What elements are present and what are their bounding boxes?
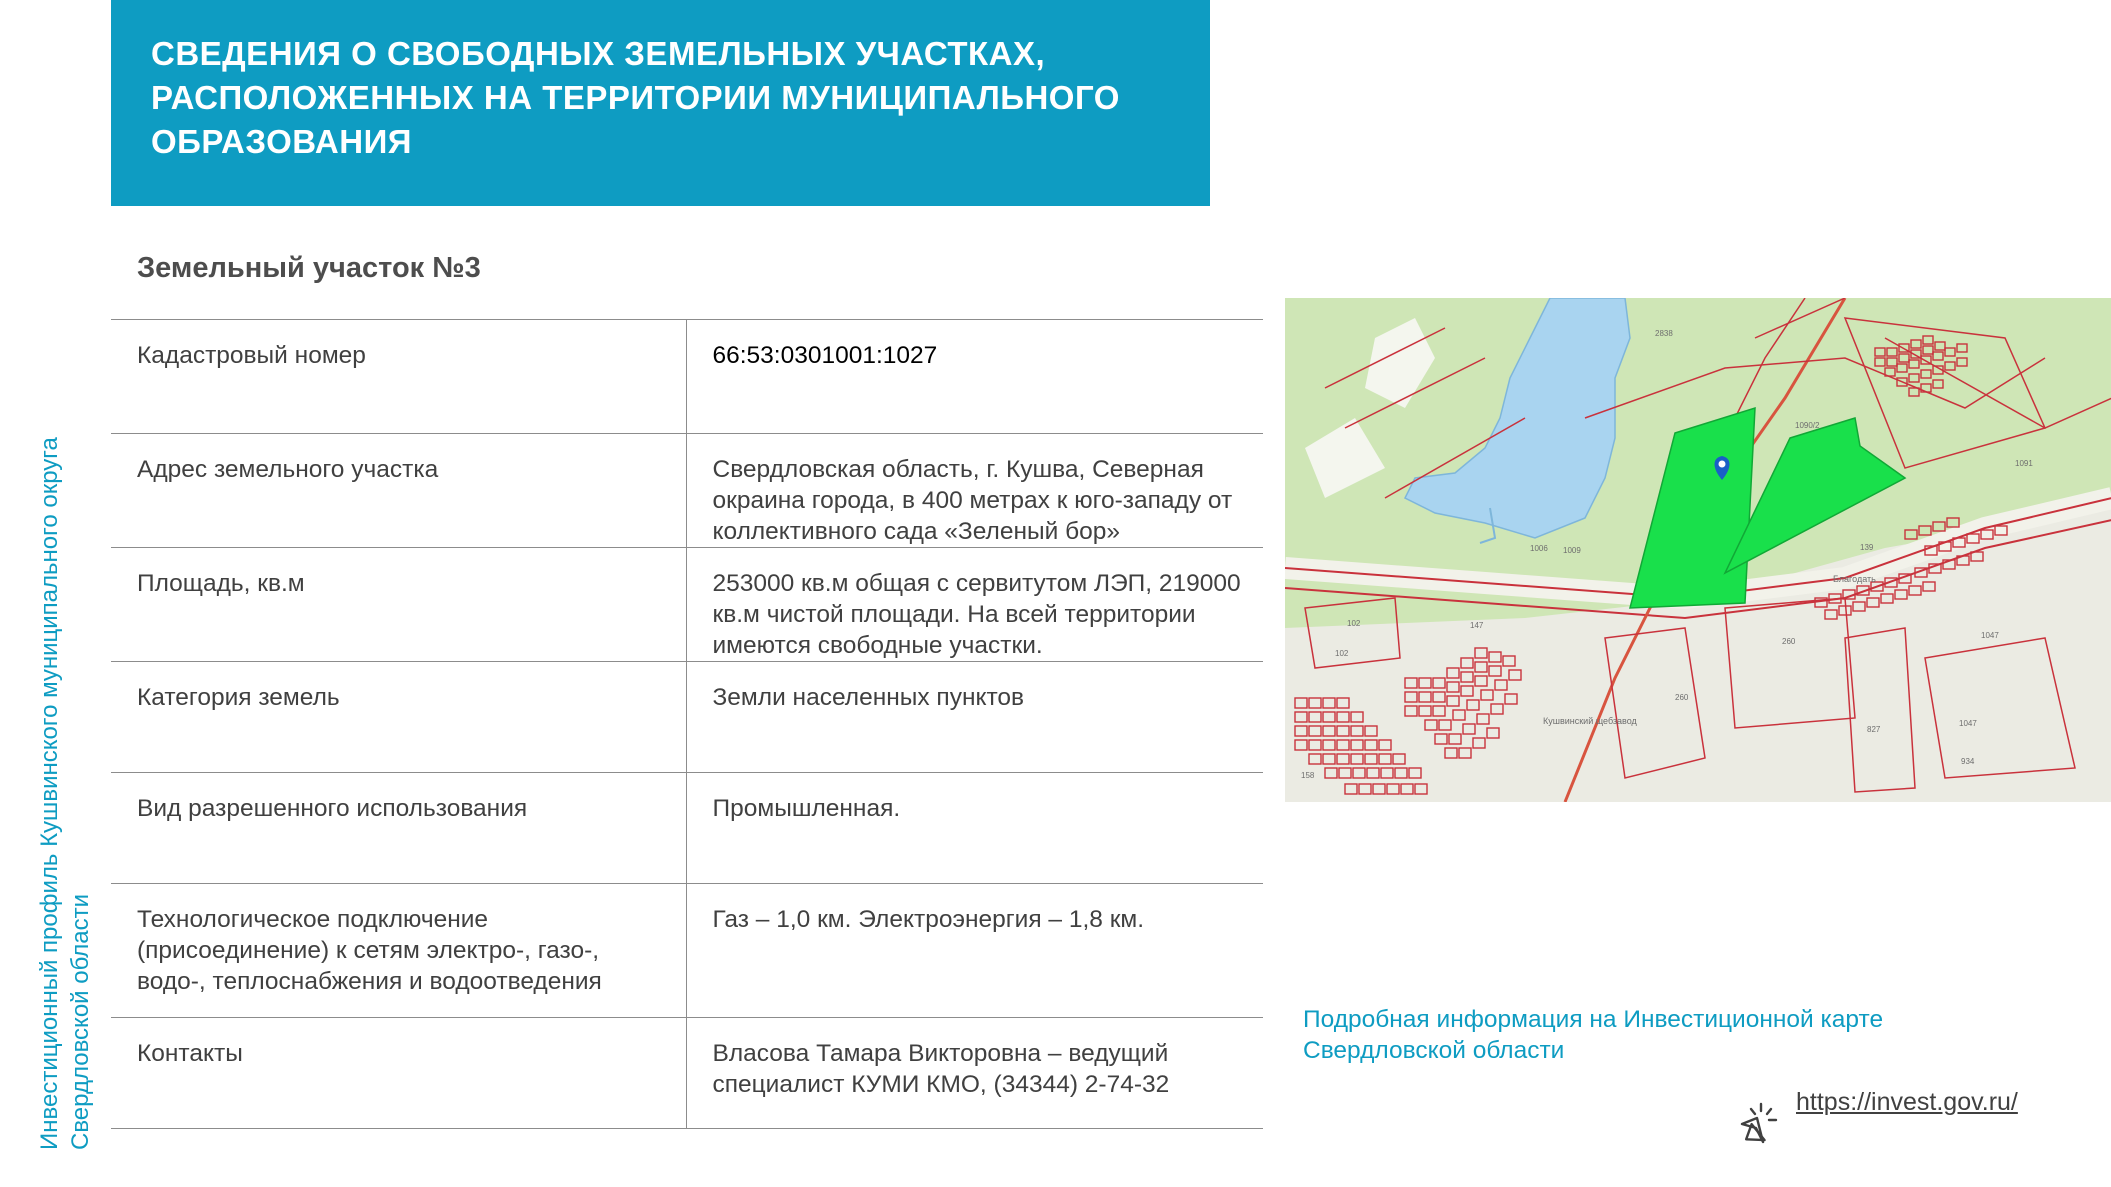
page-title: СВЕДЕНИЯ О СВОБОДНЫХ ЗЕМЕЛЬНЫХ УЧАСТКАХ, РАСПОЛОЖЕННЫХ НА ТЕРРИТОРИИ МУНИЦИПАЛЬНОГО ОБРАЗОВАНИЯ: [151, 35, 1120, 160]
table-row: [111, 434, 1263, 548]
table-row: [111, 773, 1263, 884]
map-label: 2838: [1655, 329, 1673, 338]
map-label: Благодать: [1833, 574, 1876, 584]
row-label: Площадь, кв.м: [111, 548, 686, 662]
map-label: 1006: [1530, 544, 1548, 553]
invest-map-info-text: Подробная информация на Инвестиционной карте Свердловской области: [1303, 1006, 1884, 1064]
cadastral-map-svg: [1285, 298, 2111, 802]
row-label: Категория земель: [111, 662, 686, 773]
map-label: 147: [1470, 621, 1484, 630]
table-row: [111, 662, 1263, 773]
cadastral-map[interactable]: [1285, 298, 2111, 802]
map-label: Кушвинский щебзавод: [1543, 716, 1637, 726]
map-label: 260: [1675, 693, 1689, 702]
table-row: [111, 548, 1263, 662]
row-label: Контакты: [111, 1018, 686, 1129]
map-label: 139: [1860, 543, 1874, 552]
map-label: 1047: [1981, 631, 1999, 640]
row-value: Свердловская область, г. Кушва, Северная окраина города, в 400 метрах к юго-западу от коллективного сада «Зеленый бор»: [686, 434, 1263, 548]
map-label: 1091: [2015, 459, 2033, 468]
row-value: Газ – 1,0 км. Электроэнергия – 1,8 км.: [686, 884, 1263, 1018]
header-banner: [111, 0, 1210, 206]
map-label: 1047: [1959, 719, 1977, 728]
map-label: 102: [1347, 619, 1361, 628]
plot-info-table: [111, 319, 1263, 1129]
map-label: 827: [1867, 725, 1881, 734]
row-value: Земли населенных пунктов: [686, 662, 1263, 773]
invest-url-link[interactable]: https://invest.gov.ru/: [1796, 1088, 2018, 1116]
table-row: [111, 1018, 1263, 1129]
row-label: Технологическое подключение (присоединение) к сетям электро-, газо-, водо-, теплоснабжения и водоотведения: [111, 884, 686, 1018]
row-value: Промышленная.: [686, 773, 1263, 884]
row-value: Власова Тамара Викторовна – ведущий специалист КУМИ КМО, (34344) 2-74-32: [686, 1018, 1263, 1129]
map-label: 1009: [1563, 546, 1581, 555]
row-label: Вид разрешенного использования: [111, 773, 686, 884]
table-row: [111, 320, 1263, 434]
map-label: 1090/2: [1795, 421, 1820, 430]
plot-subtitle: Земельный участок №3: [137, 252, 481, 284]
map-label: 102: [1335, 649, 1349, 658]
cursor-click-icon: [1737, 1098, 1785, 1146]
row-value: 253000 кв.м общая с сервитутом ЛЭП, 219000 кв.м чистой площади. На всей территории имеются свободные участки.: [686, 548, 1263, 662]
row-label: Кадастровый номер: [111, 320, 686, 434]
row-value: 66:53:0301001:1027: [686, 320, 1263, 434]
row-label: Адрес земельного участка: [111, 434, 686, 548]
map-label: 260: [1782, 637, 1796, 646]
table-row: [111, 884, 1263, 1018]
map-label: 158: [1301, 771, 1315, 780]
side-caption: Инвестиционный профиль Кушвинского муниципального округа Свердловской области: [36, 437, 94, 1150]
map-label: 934: [1961, 757, 1975, 766]
